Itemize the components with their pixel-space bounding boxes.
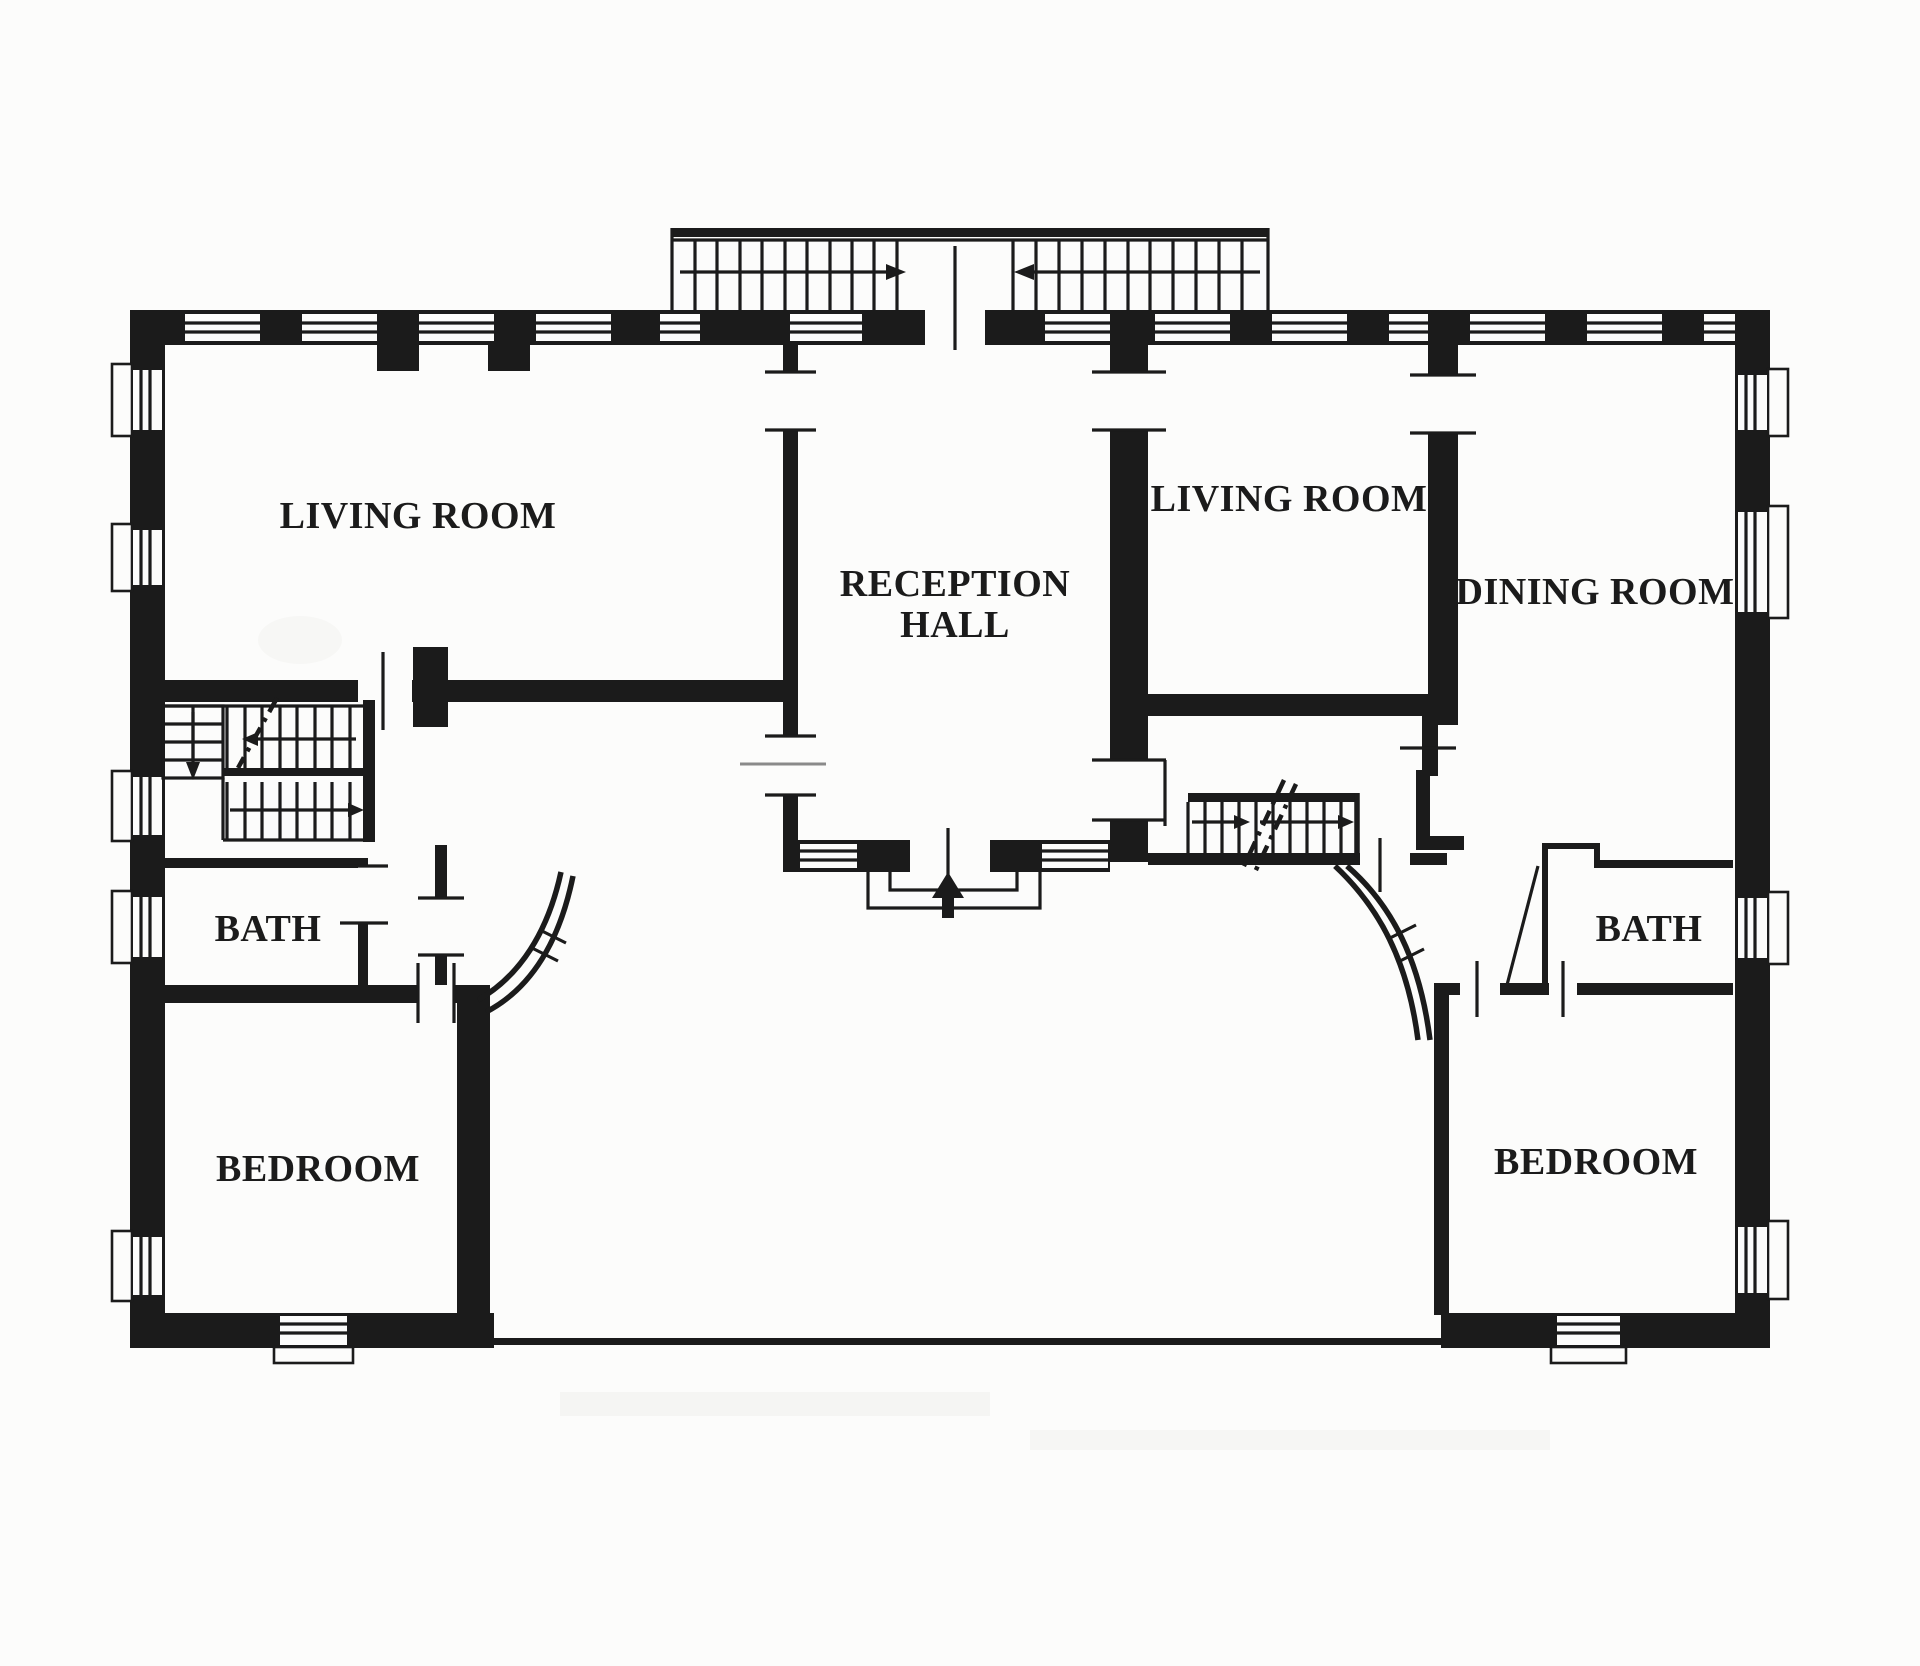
room-label-bath-left: BATH bbox=[214, 908, 322, 950]
room-label-bedroom-left: BEDROOM bbox=[215, 1148, 421, 1190]
entrance-up-arrow-icon bbox=[932, 872, 964, 898]
left-staircase bbox=[163, 698, 364, 840]
entrance-arrow-shaft bbox=[942, 896, 954, 918]
stair-steps-left-flight bbox=[695, 240, 897, 310]
stair-arrow-left-icon bbox=[1014, 264, 1034, 280]
room-labels bbox=[215, 478, 1735, 1190]
bath-door-swing bbox=[1507, 866, 1538, 985]
garden-door bbox=[910, 840, 990, 872]
stair-arrow-right-icon bbox=[1234, 815, 1250, 829]
room-label-dining-room: DINING ROOM bbox=[1455, 571, 1735, 613]
room-label-bath-right: BATH bbox=[1595, 908, 1703, 950]
room-label-reception-line1: RECEPTION bbox=[839, 563, 1071, 605]
room-label-living-room-left: LIVING ROOM bbox=[279, 495, 557, 537]
reception-south-wall bbox=[783, 828, 1110, 918]
room-label-reception-line2: HALL bbox=[900, 604, 1010, 646]
room-label-living-room-right: LIVING ROOM bbox=[1150, 478, 1428, 520]
stair-arrow-right-icon bbox=[1338, 815, 1354, 829]
stair-arrow-right-icon bbox=[348, 803, 364, 817]
exterior-walls bbox=[130, 310, 1770, 1348]
room-label-bedroom-right: BEDROOM bbox=[1493, 1141, 1699, 1183]
stair-steps-right-flight bbox=[1013, 240, 1242, 310]
